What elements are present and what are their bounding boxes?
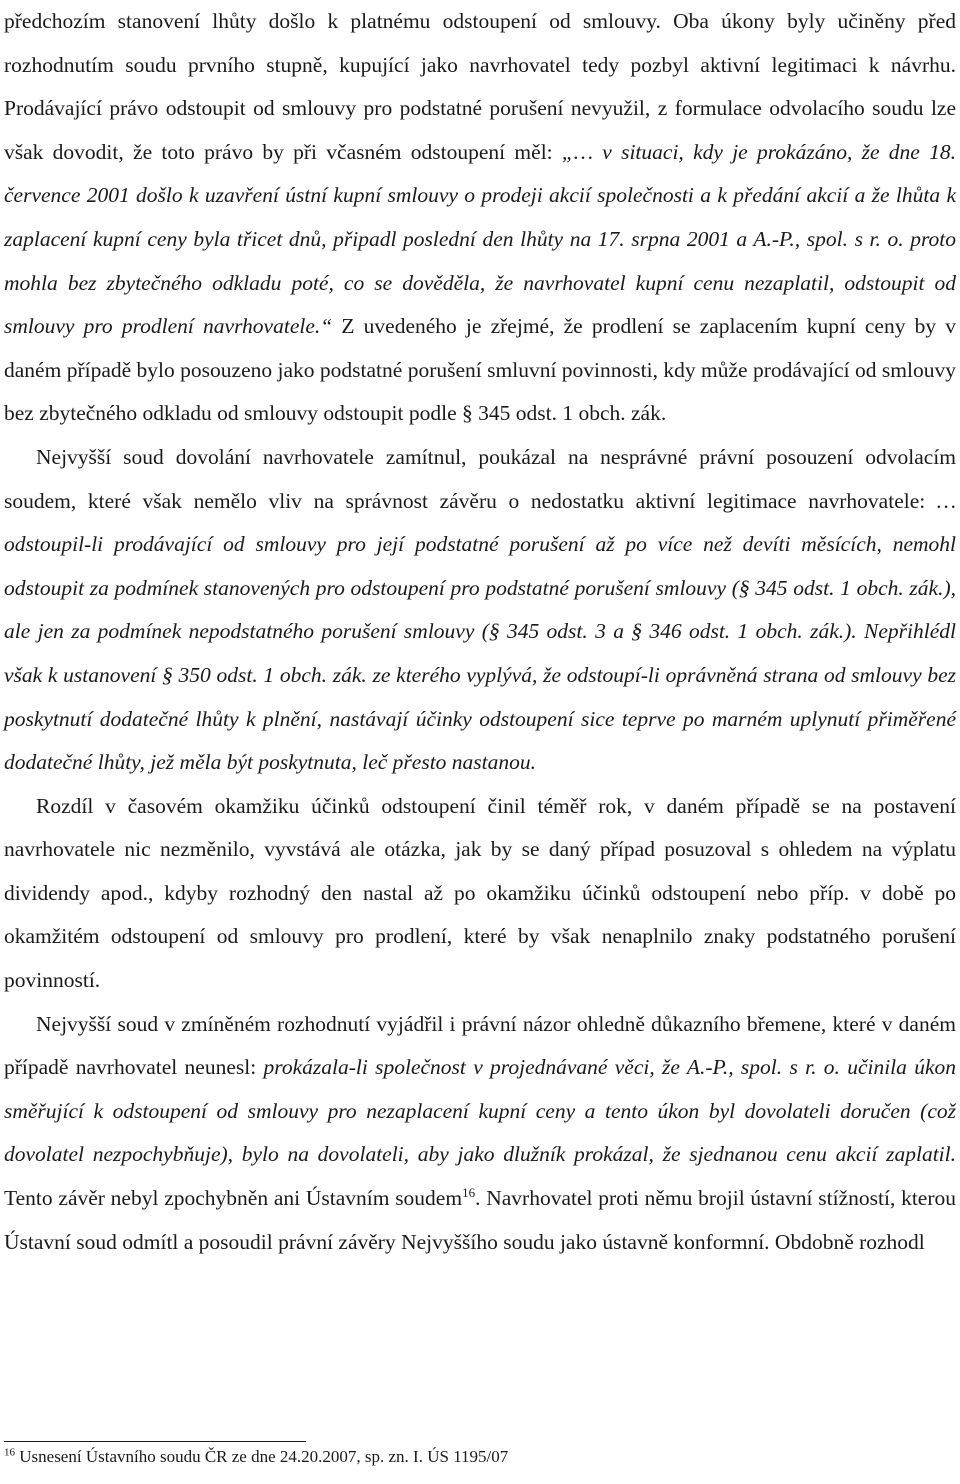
footnote-separator: [4, 1441, 306, 1442]
text-run: Nejvyšší soud dovolání navrhovatele zamítnul, poukázal na nesprávné právní posouzení odvolacím soudem, které však nemělo vliv na správnost závěru o nedostatku aktivní legitimace navrhovatele:: [4, 444, 956, 513]
quoted-text: „… v situaci, kdy je prokázáno, že dne 18. července 2001 došlo k uzavření ústní kupní smlouvy o prodeji akcií společnosti a k předání akcií a že lhůta k zaplacení kupní ceny byla třicet dnů, připadl poslední den lhůty na 17. srpna 2001 a A.-P., spol. s r. o. proto mohla bez zbytečného odkladu poté, co se dověděla, že navrhovatel kupní cenu nezaplatil, odstoupit od smlouvy pro prodlení navrhovatele.“: [4, 139, 956, 339]
footnote-text: Usnesení Ústavního soudu ČR ze dne 24.20.2007, sp. zn. I. ÚS 1195/07: [15, 1447, 509, 1466]
text-run: Nejvyšší soud v zmíněném rozhodnutí vyjádřil i právní názor ohledně důkazního břemene, které v daném případě navrhovatel neunesl:: [4, 1011, 956, 1080]
paragraph: [4, 1003, 956, 1265]
text-run: předchozím stanovení lhůty došlo k platnému odstoupení od smlouvy. Oba úkony byly učiněny před rozhodnutím soudu prvního stupně, kupující jako navrhovatel tedy pozbyl aktivní legitimaci k návrhu. Prodávající právo odstoupit od smlouvy pro podstatné porušení nevyužil, z formulace odvolacího soudu lze však dovodit, že toto právo by při včasném odstoupení měl:: [4, 9, 956, 164]
footnote-number: 16: [4, 1446, 15, 1459]
paragraph: [4, 0, 956, 436]
text-run: Z uvedeného je zřejmé, že prodlení se zaplacením kupní ceny by v daném případě bylo posouzeno jako podstatné porušení smluvní povinnosti, kdy může prodávající od smlouvy bez zbytečného odkladu od smlouvy odstoupit podle § 345 odst. 1 obch. zák.: [4, 314, 956, 426]
text-run: Tento závěr nebyl zpochybněn ani Ústavním soudem: [4, 1186, 463, 1211]
quoted-text: … odstoupil-li prodávající od smlouvy pro její podstatné porušení až po více než devíti měsících, nemohl odstoupit za podmínek stanovených pro odstoupení pro podstatné porušení smlouvy (§ 345 odst. 1 obch. zák.), ale jen za podmínek nepodstatného porušení smlouvy (§ 345 odst. 3 a § 346 odst. 1 obch. zák.). Nepřihlédl však k ustanovení § 350 odst. 1 obch. zák. ze kterého vyplývá, že odstoupí-li oprávněná strana od smlouvy bez poskytnutí dodatečné lhůty k plnění, nastávají účinky odstoupení sice teprve po marném uplynutí přiměřené dodatečné lhůty, jež měla být poskytnuta, leč přesto nastanou.: [4, 488, 956, 775]
paragraph: [4, 785, 956, 1003]
paragraph: [4, 436, 956, 785]
text-run: Rozdíl v časovém okamžiku účinků odstoupení činil téměř rok, v daném případě se na postavení navrhovatele nic nezměnilo, vyvstává ale otázka, jak by se daný případ posuzoval s ohledem na výplatu dividendy apod., kdyby rozhodný den nastal až po okamžiku účinků odstoupení nebo příp. v době po okamžitém odstoupení od smlouvy pro prodlení, které by však nenaplnilo znaky podstatného porušení povinností.: [4, 793, 956, 993]
quoted-text: prokázala-li společnost v projednávané věci, že A.-P., spol. s r. o. učinila úkon směřující k odstoupení od smlouvy pro nezaplacení kupní ceny a tento úkon byl dovolateli doručen (což dovolatel nezpochybňuje), bylo na dovolateli, aby jako dlužník prokázal, že sjednanou cenu akcií zaplatil.: [4, 1055, 957, 1167]
text-run: . Navrhovatel proti němu brojil ústavní stížností, kterou Ústavní soud odmítl a posoudil právní závěry Nejvyššího soudu jako ústavně konformní. Obdobně rozhodl: [4, 1186, 957, 1254]
document-body: [4, 0, 956, 1264]
footnote: [4, 1446, 944, 1468]
footnote-reference: 16: [462, 1184, 476, 1200]
